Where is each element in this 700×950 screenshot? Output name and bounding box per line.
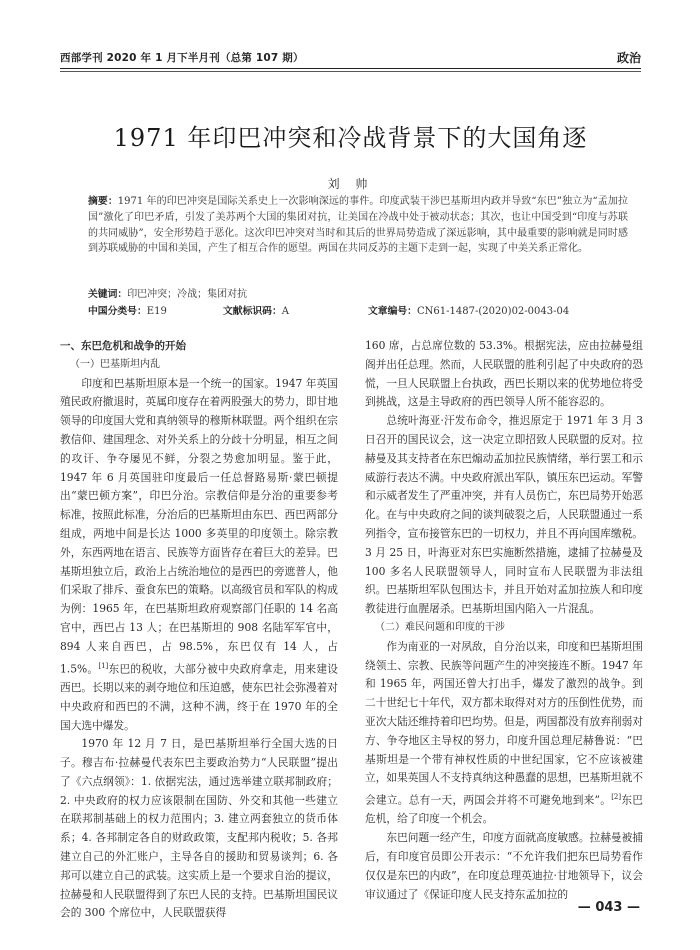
author-name: 刘 帅 — [327, 177, 374, 191]
article-number-label: 文章编号： — [368, 306, 417, 317]
keywords-text: 印巴冲突；冷战；集团对抗 — [127, 289, 248, 300]
citation-2: [2] — [611, 793, 622, 802]
section-heading-1: 一、东巴危机和战争的开始 — [60, 340, 186, 352]
paragraph-1-tail: 东巴的税收，大部分被中央政府拿走，用来建设西巴。长期以来的剥夺地位和压迫感，使东巴社会弥漫着对中央政府和西巴的不满，这种不满，终于在 1970 年的全国大选中爆发。 — [60, 662, 338, 732]
paragraph-3: 160 席，占总席位数的 53.3%。根据宪法，应由拉赫曼组阁并出任总理。然而，人民联盟的胜利引起了中央政府的恐慌，一旦人民联盟上台执政，西巴长期以来的优势地位将受到挑战，这是主导政府的西巴领导人所不能容忍的。 — [365, 339, 643, 409]
paragraph-5-tail: 东巴危机，给了印度一个机会。 — [365, 793, 643, 826]
header-rule-thin — [60, 71, 641, 72]
running-header — [60, 47, 641, 67]
paragraph-2: 1970 年 12 月 7 日，是巴基斯坦举行全国大选的日子。穆吉布·拉赫曼代表东巴主要政治势力“人民联盟”提出了《六点纲领》：1. 依据宪法，通过选举建立联邦制政府；2. 中央政府的权力应该限制在国防、外交和其他一些建立在联邦制基础上的权力范围内；3. 建立两套独立的货币体系；4. 各邦制定各自的财政政策，支配邦内税收；5. 各邦建立自己的外汇账户，主导各自的援助和贸易谈判；6. 各邦可以建立自己的武装。这实质上是一个要求自治的提议，拉赫曼和人民联盟得到了东巴人民的支持。巴基斯坦国民议会的 300 个席位中，人民联盟获得 — [60, 737, 338, 920]
subsection-heading-1: （一）巴基斯坦内乱 — [70, 358, 160, 370]
subsection-heading-2: （二）难民问题和印度的干涉 — [375, 621, 505, 633]
right-column — [365, 337, 643, 904]
citation-1: [1] — [98, 661, 109, 670]
paragraph-6: 东巴问题一经产生，印度方面就高度敏感。拉赫曼被捕后，有印度官员即公开表示：“不允许我们把东巴局势看作仅仅是东巴的内政”，在印度总理英迪拉·甘地领导下，议会审议通过了《保证印度人民支持东孟加拉的 — [365, 831, 643, 901]
article-title: 1971 年印巴冲突和冷战背景下的大国角逐 — [113, 124, 588, 152]
paragraph-4: 总统叶海亚·汗发布命令，推迟原定于 1971 年 3 月 3 日召开的国民议会，这一决定立即招致人民联盟的反对。拉赫曼及其支持者在东巴煽动孟加拉民族情绪，举行罢工和示威游行表达不满。中央政府派出军队，镇压东巴运动。军警和示威者发生了严重冲突，并有人员伤亡，东巴局势开始恶化。在与中央政府之间的谈判破裂之后，人民联盟通过一系列指令，宣布接管东巴的一切权力，并且不再向国库缴税。3 月 25 日，叶海亚对东巴实施断然措施，逮捕了拉赫曼及 100 多名人民联盟领导人，同时宣布人民联盟为非法组织。巴基斯坦军队包围达卡，并且开始对孟加拉族人和印度教徒进行血腥屠杀。巴基斯坦国内陷入一片混乱。 — [365, 414, 643, 616]
abstract — [88, 194, 628, 257]
paragraph-5 — [365, 638, 643, 830]
abstract-label: 摘要： — [88, 196, 118, 207]
doc-code-label: 文献标识码： — [223, 306, 282, 317]
page-number: — 043 — — [577, 900, 640, 915]
section-label: 政治 — [616, 51, 641, 65]
keywords — [88, 285, 628, 300]
article-number-value: CN61-1487-(2020)02-0043-04 — [416, 306, 570, 317]
doc-code-value: A — [281, 306, 290, 317]
journal-info: 西部学刊 2020 年 1 月下半月刊（总第 107 期） — [60, 52, 304, 64]
paragraph-5-text: 作为南亚的一对夙敌，自分治以来，印度和巴基斯坦围绕领土、宗教、民族等问题产生的冲突接连不断。1947 年和 1965 年，两国还曾大打出手，爆发了激烈的战争。到二十世纪七十年代，双方都未取得对对方的压倒性优势，而亚次大陆还维持着印巴均势。但是，两国都没有放弃削弱对方、争夺地区主导权的努力，印度升国总理尼赫鲁说：“巴基斯坦是一个带有神权性质的中世纪国家，它不应该被建立，如果英国人不支持真纳这种愚蠢的思想，巴基斯坦就不会建立。总有一天，两国会并将不可避免地到来”。 — [365, 639, 643, 807]
clc-value: E19 — [146, 306, 167, 317]
clc-label: 中国分类号： — [88, 306, 147, 317]
abstract-text: 1971 年的印巴冲突是国际关系史上一次影响深远的事件。印度武装干涉巴基斯坦内政并导致“东巴”独立为“孟加拉国”激化了印巴矛盾，引发了美苏两个大国的集团对抗，让美国在冷战中处于被动状态；其次，也让中国受到“印度与苏联的共同威胁”，安全形势趋于恶化。这次印巴冲突对当时和其后的世界局势造成了深远影响，其中最重要的影响就是同时感到苏联威胁的中国和美国，产生了相互合作的愿望。两国在共同反苏的主题下走到一起，实现了中美关系正常化。 — [88, 196, 629, 255]
header-rule — [60, 68, 641, 69]
article-meta — [88, 303, 628, 319]
paragraph-1-text: 印度和巴基斯坦原本是一个统一的国家。1947 年英国殖民政府撤退时，英属印度存在着两股强大的势力，即甘地领导的印度国大党和真纳领导的穆斯林联盟。两个组织在宗教信仰、建国理念、对外关系上的分歧十分明显，相互之间的攻讦、争夺屡见不鲜，分裂之势愈加明显。鉴于此，1947 年 6 月英国驻印度最后一任总督路易斯·蒙巴顿提出“蒙巴顿方案”，印巴分治。宗教信仰是分治的重要参考标准，按照此标准，分治后的巴基斯坦由东巴、西巴两部分组成，两地中间是长达 1000 多英里的印度领土。除宗教外，东西两地在语言、民族等方面皆存在着巨大的差异。巴基斯坦独立后，政治上占统治地位的是西巴的旁遮普人，他们采取了排斥、蚕食东巴的策略。以高级官员和军队的构成为例：1965 年，在巴基斯坦政府观察部门任职的 14 名高官中，西巴占 13 人；在巴基斯坦的 908 名陆军军官中，894 人来自西巴，占 98.5%，东巴仅有 14 人，占 1.5%。 — [60, 376, 338, 676]
paragraph-1 — [60, 375, 338, 736]
keywords-label: 关键词： — [88, 289, 128, 300]
left-column — [60, 337, 338, 923]
